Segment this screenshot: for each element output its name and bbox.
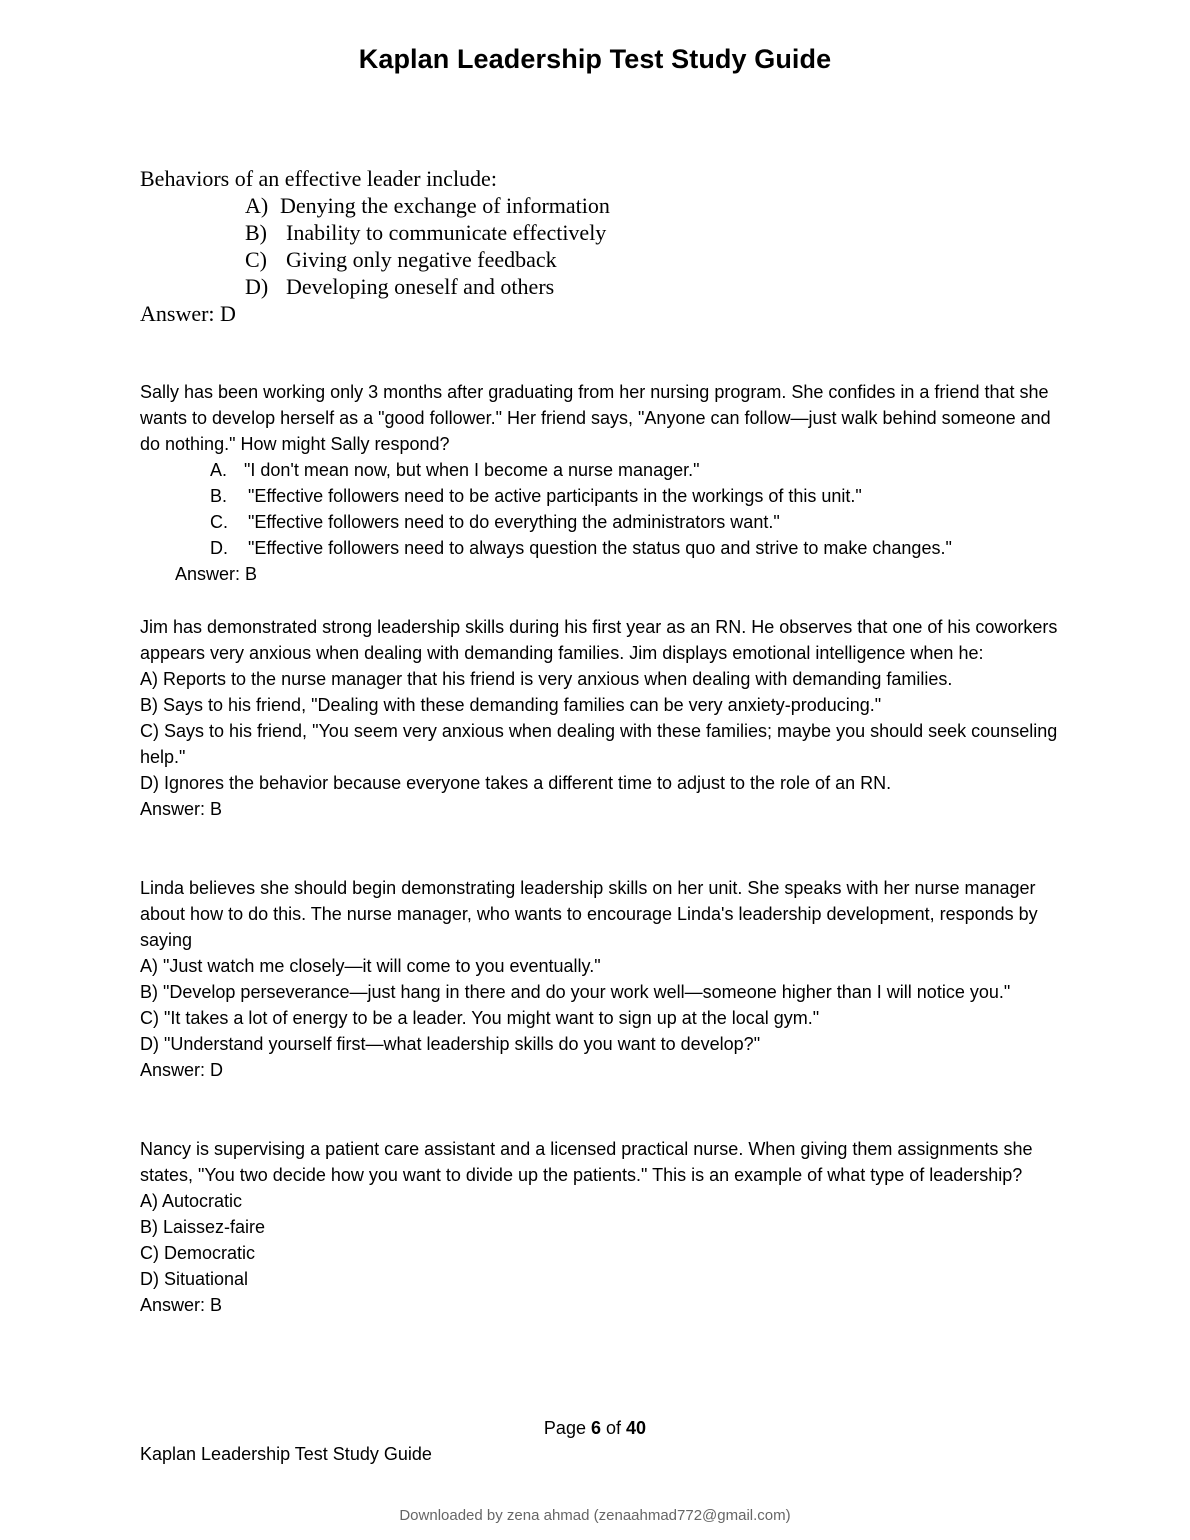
current-page: 6 (590, 1418, 601, 1438)
footer-doc-title: Kaplan Leadership Test Study Guide (140, 1444, 432, 1464)
question-3 (140, 614, 1060, 822)
page-of: of (606, 1418, 622, 1438)
option-text: "Effective followers need to do everything the administrators want." (248, 512, 780, 532)
option-letter: B. (210, 486, 228, 506)
question-1 (140, 165, 610, 327)
question-stem: Sally has been working only 3 months after graduating from her nursing program. She confides in a friend that she wants to develop herself as a "good follower." Her friend says, "Anyone can follow—just walk behind someone and do nothing." How might Sally respond? (140, 382, 1051, 454)
question-4 (140, 875, 1060, 1083)
answer-option: D) Ignores the behavior because everyone takes a different time to adjust to the role of an RN. (140, 773, 892, 793)
answer-option: A) Autocratic (140, 1191, 243, 1211)
option-letter: A. (210, 460, 228, 480)
answer-option (245, 219, 610, 246)
question-5 (140, 1136, 1060, 1318)
question-stem: Linda believes she should begin demonstrating leadership skills on her unit. She speaks with her nurse manager about how to do this. The nurse manager, who wants to encourage Linda's leadership development, responds by saying (140, 878, 1038, 950)
download-note: Downloaded by zena ahmad (zenaahmad772@gmail.com) (399, 1507, 791, 1524)
answer-option: C) Says to his friend, "You seem very anxious when dealing with these families; maybe you should seek counseling help." (140, 721, 1058, 767)
option-text: "Effective followers need to always question the status quo and strive to make changes." (248, 538, 952, 558)
answer-option: C) "It takes a lot of energy to be a leader. You might want to sign up at the local gym." (140, 1008, 820, 1028)
option-letter: C) (245, 247, 267, 272)
answer-option: A) "Just watch me closely—it will come to you eventually." (140, 956, 601, 976)
option-text: Developing oneself and others (286, 274, 555, 299)
answer-option: B) "Develop perseverance—just hang in there and do your work well—someone higher than I will notice you." (140, 982, 1011, 1002)
option-letter: B) (245, 220, 267, 245)
page-title: Kaplan Leadership Test Study Guide (358, 44, 832, 74)
option-letter: D. (210, 538, 228, 558)
answer-option (210, 457, 1060, 483)
question-stem: Behaviors of an effective leader include: (140, 166, 497, 191)
page-number (0, 1418, 1190, 1439)
option-text: Denying the exchange of information (280, 193, 610, 218)
page-prefix: Page (543, 1418, 586, 1438)
answer-option: D) Situational (140, 1269, 249, 1289)
total-pages: 40 (626, 1418, 647, 1438)
option-text: "I don't mean now, but when I become a nurse manager." (244, 460, 700, 480)
question-stem: Nancy is supervising a patient care assistant and a licensed practical nurse. When giving them assignments she states, "You two decide how you want to divide up the patients." This is an example of what type of leadership? (140, 1139, 1033, 1185)
option-text: "Effective followers need to be active participants in the workings of this unit." (248, 486, 862, 506)
option-text: Giving only negative feedback (286, 247, 557, 272)
option-text: Inability to communicate effectively (286, 220, 607, 245)
option-letter: C. (210, 512, 228, 532)
answer-key: Answer: D (140, 301, 236, 326)
answer-option: D) "Understand yourself first—what leadership skills do you want to develop?" (140, 1034, 761, 1054)
answer-option: B) Says to his friend, "Dealing with these demanding families can be very anxiety-producing." (140, 695, 882, 715)
answer-option: B) Laissez-faire (140, 1217, 266, 1237)
option-letter: A) (245, 193, 269, 218)
answer-option: C) Democratic (140, 1243, 256, 1263)
answer-option: A) Reports to the nurse manager that his friend is very anxious when dealing with demanding families. (140, 669, 953, 689)
answer-option (245, 192, 610, 219)
question-stem: Jim has demonstrated strong leadership skills during his first year as an RN. He observes that one of his coworkers appears very anxious when dealing with demanding families. Jim displays emotional intelligence when he: (140, 617, 1058, 663)
answer-option (210, 509, 1060, 535)
question-2 (140, 379, 1060, 587)
answer-key: Answer: B (140, 1295, 223, 1315)
answer-option (245, 273, 610, 300)
answer-key: Answer: D (140, 1060, 224, 1080)
answer-option (210, 483, 1060, 509)
answer-key: Answer: B (140, 799, 223, 819)
answer-option (245, 246, 610, 273)
answer-key: Answer: B (175, 564, 258, 584)
answer-option (210, 535, 1060, 561)
option-letter: D) (245, 274, 269, 299)
